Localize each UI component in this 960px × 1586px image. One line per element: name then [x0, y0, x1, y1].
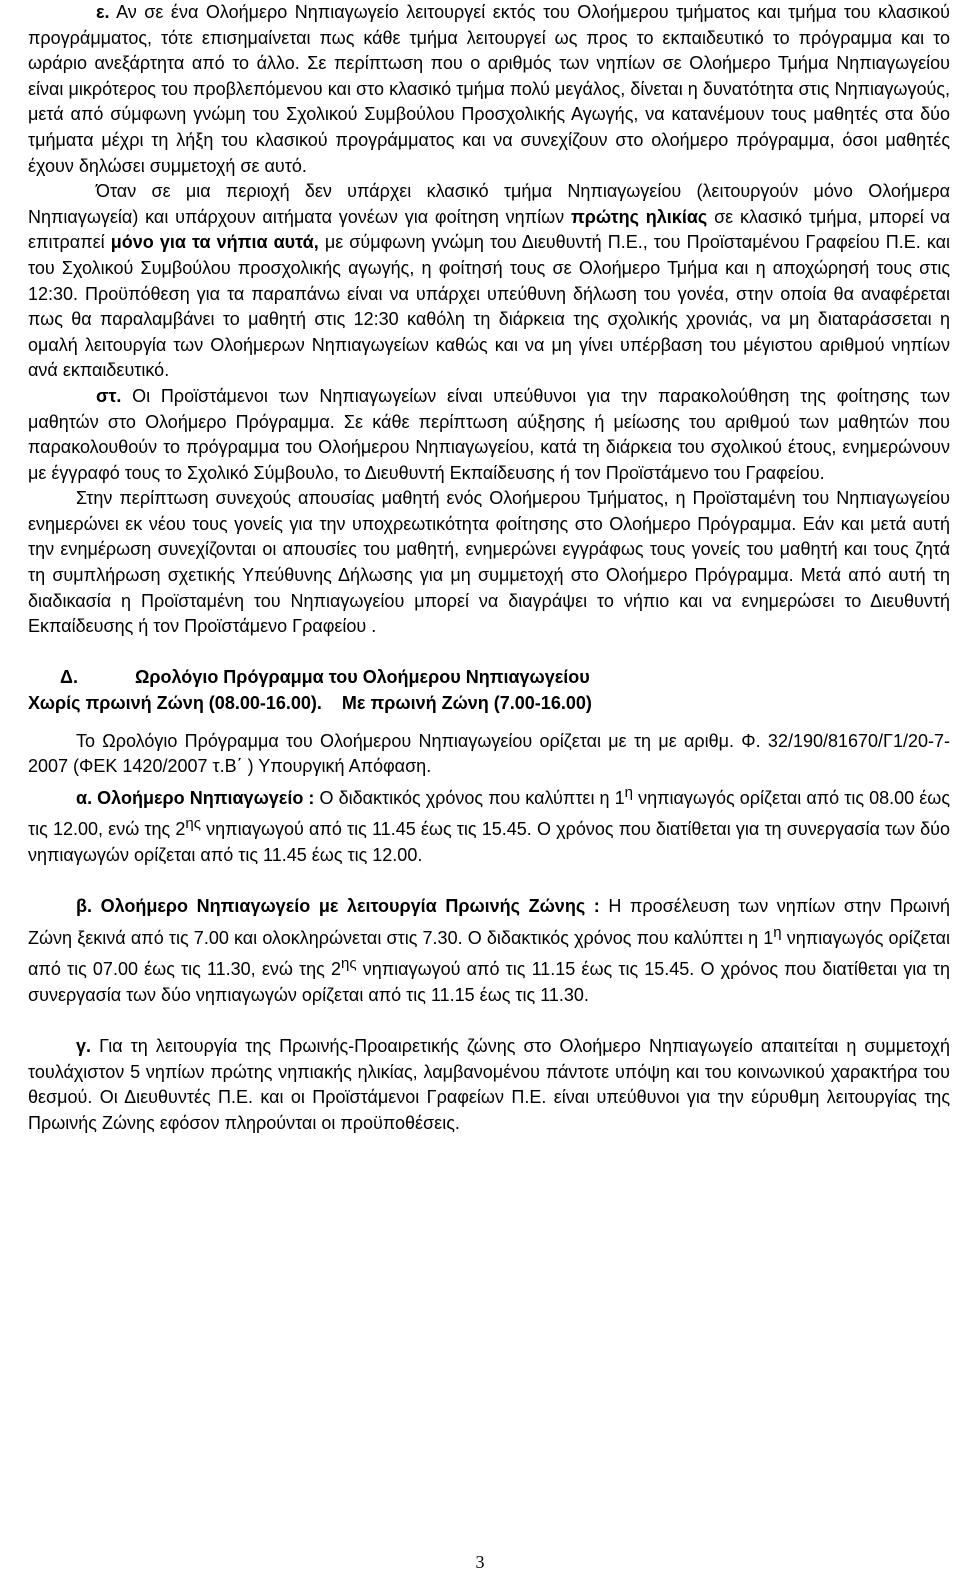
item-a-sup-2: ης: [185, 815, 201, 833]
section-e2-text-3: με σύμφωνη γνώμη του Διευθυντή Π.Ε., του Προϊσταμένου Γραφείου Π.Ε. και του Σχολικού Συμβούλου προσχολικής αγωγής, η φοίτησή τους σε Ολοήμερο Τμήμα και η αποχώρησή τους στις 12:30. Προϋπόθεση για τα παραπάνω είναι να υπάρχει υπεύθυνη δήλωση του γονέα, στην οποία θα αναφέρεται πως θα παραλαμβάνει το μαθητή στις 12:30 καθόλη τη διάρκεια της σχολικής χρονιάς, να μη διαταράσσεται η ομαλή λειτουργία των Ολοήμερων Νηπιαγωγείων καθώς και να μη γίνει υπέρβαση του μέγιστου αριθμού νηπίων ανά εκπαιδευτικό.: [28, 232, 951, 381]
paragraph-item-c: [28, 1034, 950, 1136]
item-c-marker: γ.: [76, 1036, 92, 1057]
section-e2-bold-1: πρώτης ηλικίας: [570, 206, 708, 227]
item-b-sup-1: η: [773, 923, 782, 941]
paragraph-section-d-intro: [28, 729, 950, 780]
paragraph-section-st: [28, 384, 950, 486]
section-st-marker: στ.: [96, 385, 122, 406]
section-e-text: Αν σε ένα Ολοήμερο Νηπιαγωγείο λειτουργεί εκτός του Ολοήμερου τμήματος και τμήμα του κλασικού προγράμματος, τότε επισημαίνεται πως κάθε τμήμα λειτουργεί ως προς το εκπαιδευτικό το πρόγραμμα και το ωράριο ανεξάρτητα από το άλλο. Σε περίπτωση που ο αριθμός των νηπίων σε Ολοήμερο Τμήμα Νηπιαγωγείου είναι μικρότερος του προβλεπόμενου και στο κλασικό τμήμα πολύ μεγάλος, δίνεται η δυνατότητα στις Νηπιαγωγούς, μετά από σύμφωνη γνώμη του Σχολικού Συμβούλου Προσχολικής Αγωγής, να κατανέμουν τους μαθητές στα δύο τμήματα μέχρι τη λήξη του κλασικού προγράμματος και να συνεχίζουν στο ολοήμερο πρόγραμμα, όσοι μαθητές έχουν δηλώσει συμμετοχή σε αυτό.: [28, 2, 950, 176]
paragraph-section-e-continued: [28, 179, 950, 384]
page-number: 3: [475, 1552, 485, 1572]
section-d-subtitle-b: Με πρωινή Ζώνη (7.00-16.00): [341, 693, 592, 714]
section-d-marker: Δ.: [60, 667, 78, 688]
item-b-text-2: νηπιαγωγός ορίζεται από τις 07.00 έως τις 11.30, ενώ της 2: [28, 927, 951, 980]
item-a-text-2: νηπιαγωγός ορίζεται από τις 08.00 έως τις 12.00, ενώ της 2: [28, 787, 951, 840]
section-st-text: Οι Προϊστάμενοι των Νηπιαγωγείων είναι υπεύθυνοι για την παρακολούθηση της φοίτησης των μαθητών στο Ολοήμερο Πρόγραμμα. Σε κάθε περίπτωση αύξησης ή μείωσης του αριθμού των μαθητών που παρακολουθούν το πρόγραμμα του Ολοήμερου Νηπιαγωγείου, κατά τη διάρκεια του σχολικού έτους, ενημερώνουν με έγγραφό τους το Σχολικό Σύμβουλο, το Διευθυντή Εκπαίδευσης ή τον Προϊστάμενο του Γραφείου.: [28, 385, 950, 483]
item-b-marker: β. Ολοήμερο Νηπιαγωγείο με λειτουργία Πρωινής Ζώνης :: [76, 896, 600, 917]
item-c-text: Για τη λειτουργία της Πρωινής-Προαιρετικής ζώνης στο Ολοήμερο Νηπιαγωγείο απαιτείται η συμμετοχή τουλάχιστον 5 νηπίων πρώτης νηπιακής ηλικίας, λαμβανομένου πάντοτε υπόψη και του κοινωνικού χαρακτήρα του θεσμού. Οι Διευθυντές Π.Ε. και οι Προϊστάμενοι Γραφείων Π.Ε. είναι υπεύθυνοι για την εύρυθμη λειτουργίας της Πρωινής Ζώνης εφόσον πληρούνται οι προϋποθέσεις.: [28, 1036, 950, 1133]
section-d-title: Ωρολόγιο Πρόγραμμα του Ολοήμερου Νηπιαγωγείου: [134, 667, 590, 688]
item-a-sup-1: η: [624, 783, 633, 801]
section-e2-text-2: σε κλασικό τμήμα, μπορεί να επιτραπεί: [28, 206, 950, 253]
item-b-text-1: Η προσέλευση των νηπίων στην Πρωινή Ζώνη ξεκινά από τις 7.00 και ολοκληρώνεται στις 7.30. Ο διδακτικός χρόνος που καλύπτει η 1: [28, 896, 950, 948]
section-d-heading: [28, 665, 950, 691]
section-st2-text: Στην περίπτωση συνεχούς απουσίας μαθητή ενός Ολοήμερου Τμήματος, η Προϊσταμένη του Νηπιαγωγείου ενημερώνει εκ νέου τους γονείς για την υποχρεωτικότητα φοίτησης στο Ολοήμερο Πρόγραμμα. Εάν και μετά αυτή την ενημέρωση συνεχίζονται οι απουσίες του μαθητή, ενημερώνει εγγράφως τους γονείς του μαθητή και τους ζητά τη συμπλήρωση σχετικής Υπεύθυνης Δήλωσης για μη συμμετοχή στο Ολοήμερο Πρόγραμμα. Μετά από αυτή τη διαδικασία η Προϊσταμένη του Νηπιαγωγείου μπορεί να διαγράψει το νήπιο και να ενημερώσει το Διευθυντή Εκπαίδευσης ή τον Προϊστάμενο Γραφείου .: [28, 488, 950, 637]
item-b-text-3: νηπιαγωγού από τις 11.15 έως τις 15.45. Ο χρόνος που διατίθεται για τη συνεργασία των δύο νηπιαγωγών ορίζεται από τις 11.15 έως τις 11.30.: [28, 959, 950, 1005]
paragraph-section-st-continued: [28, 486, 950, 640]
paragraph-section-e: [28, 0, 950, 179]
paragraph-item-b: [28, 894, 950, 1008]
item-b-sup-2: ης: [341, 955, 357, 973]
item-a-marker: α. Ολοήμερο Νηπιαγωγείο :: [76, 787, 315, 808]
item-a-text-3: νηπιαγωγού από τις 11.45 έως τις 15.45. Ο χρόνος που διατίθεται για τη συνεργασία των δύο νηπιαγωγών ορίζεται από τις 11.45 έως τις 12.00.: [28, 819, 950, 865]
section-e-marker: ε.: [96, 2, 110, 22]
section-e2-bold-2: μόνο για τα νήπια αυτά,: [110, 232, 319, 253]
section-e2-text-1: Όταν σε μια περιοχή δεν υπάρχει κλασικό τμήμα Νηπιαγωγείου (λειτουργούν μόνο Ολοήμερα Νηπιαγωγεία) και υπάρχουν αιτήματα γονέων για φοίτηση νηπίων: [28, 181, 950, 227]
item-a-text-1: Ο διδακτικός χρόνος που καλύπτει η 1: [314, 787, 625, 808]
section-d-intro: Το Ωρολόγιο Πρόγραμμα του Ολοήμερου Νηπιαγωγείου ορίζεται με τη με αριθμ. Φ. 32/190/81670/Γ1/20-7-2007 (ΦΕΚ 1420/2007 τ.Β΄ ) Υπουργική Απόφαση.: [28, 730, 950, 777]
section-d-subtitle-a: Χωρίς πρωινή Ζώνη (08.00-16.00).: [28, 693, 322, 714]
paragraph-item-a: [28, 780, 950, 869]
section-d-subheading: [28, 691, 950, 717]
